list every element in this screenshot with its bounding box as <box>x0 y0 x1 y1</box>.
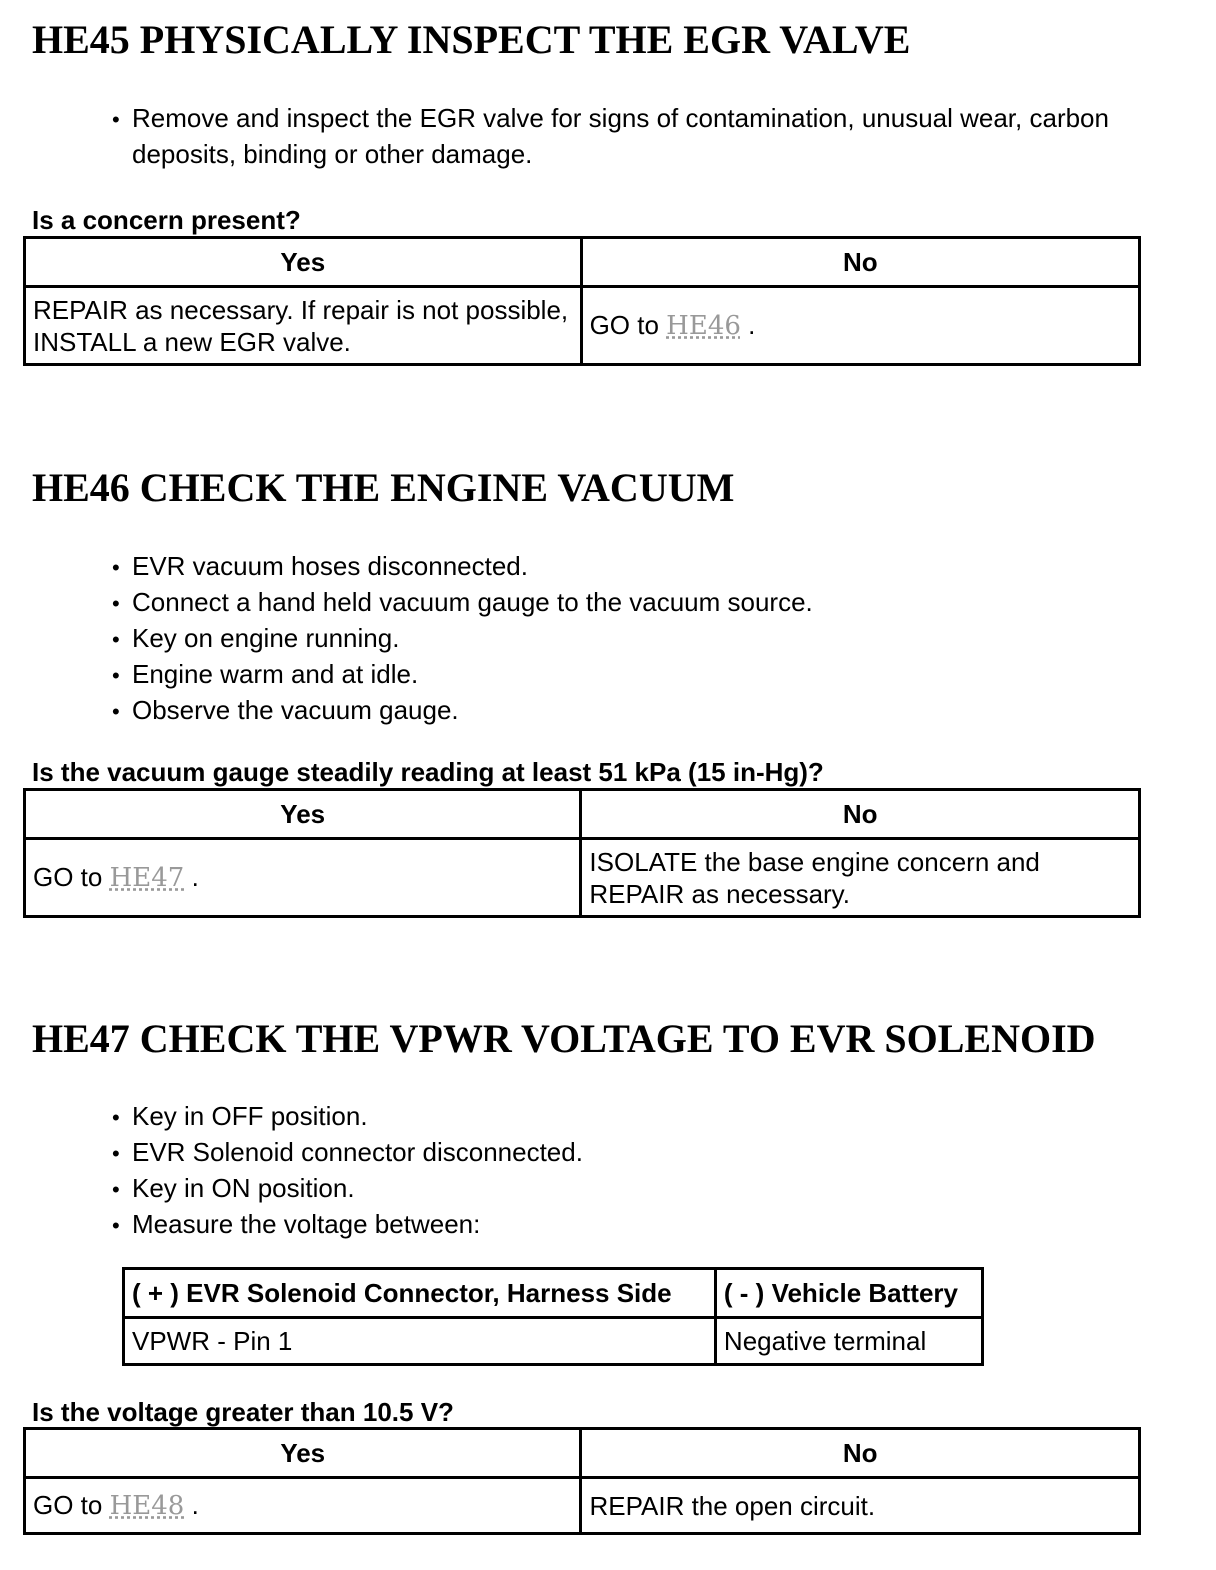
no-header: No <box>581 238 1139 287</box>
bullet-list-he45 <box>112 101 1192 171</box>
yes-cell: REPAIR as necessary. If repair is not possible, INSTALL a new EGR valve. <box>25 287 582 365</box>
measurement-negative-header: ( - ) Vehicle Battery <box>715 1269 982 1318</box>
bullet-item: • Engine warm and at idle. <box>112 657 1112 693</box>
bullet-item: • Observe the vacuum gauge. <box>112 693 1112 729</box>
bullet-item: • EVR Solenoid connector disconnected. <box>112 1135 1012 1171</box>
link-he47[interactable]: HE47 <box>109 863 185 893</box>
go-to-label: GO to <box>33 862 103 892</box>
link-he48[interactable]: HE48 <box>109 1491 185 1521</box>
go-to-label: GO to <box>33 1490 103 1520</box>
section-heading-he45: HE45 PHYSICALLY INSPECT THE EGR VALVE <box>32 17 911 62</box>
no-cell: REPAIR the open circuit. <box>581 1478 1140 1534</box>
bullet-item: • EVR vacuum hoses disconnected. <box>112 549 1112 585</box>
no-cell <box>581 287 1139 365</box>
question-he47: Is the voltage greater than 10.5 V? <box>32 1397 454 1427</box>
punctuation: . <box>191 1490 199 1520</box>
punctuation: . <box>748 310 756 340</box>
no-header: No <box>581 790 1140 839</box>
question-he46: Is the vacuum gauge steadily reading at least 51 kPa (15 in-Hg)? <box>32 757 824 787</box>
no-header: No <box>581 1429 1140 1478</box>
link-he46[interactable]: HE46 <box>666 311 741 341</box>
bullet-item: • Measure the voltage between: <box>112 1207 1012 1243</box>
bullet-item: • Key in OFF position. <box>112 1099 1012 1135</box>
yes-header: Yes <box>25 238 582 287</box>
go-to-label: GO to <box>589 310 659 340</box>
yes-no-table-he47 <box>23 1427 1141 1535</box>
section-heading-he47: HE47 CHECK THE VPWR VOLTAGE TO EVR SOLENOID <box>32 1016 1096 1061</box>
measurement-negative-value: Negative terminal <box>715 1318 982 1365</box>
yes-cell <box>25 839 581 917</box>
yes-header: Yes <box>25 790 581 839</box>
yes-cell <box>25 1478 581 1534</box>
measurement-table-he47 <box>122 1267 984 1366</box>
bullet-item: • Key in ON position. <box>112 1171 1012 1207</box>
no-cell: ISOLATE the base engine concern and REPAIR as necessary. <box>581 839 1140 917</box>
punctuation: . <box>191 862 199 892</box>
bullet-list-he47 <box>112 1099 1012 1243</box>
question-he45: Is a concern present? <box>32 205 301 235</box>
bullet-list-he46 <box>112 549 1112 729</box>
bullet-item: • Key on engine running. <box>112 621 1112 657</box>
yes-header: Yes <box>25 1429 581 1478</box>
section-heading-he46: HE46 CHECK THE ENGINE VACUUM <box>32 465 735 510</box>
bullet-item: • Connect a hand held vacuum gauge to the vacuum source. <box>112 585 1112 621</box>
yes-no-table-he45 <box>23 236 1141 366</box>
measurement-positive-value: VPWR - Pin 1 <box>124 1318 716 1365</box>
measurement-positive-header: ( + ) EVR Solenoid Connector, Harness Side <box>124 1269 716 1318</box>
bullet-item: • Remove and inspect the EGR valve for signs of contamination, unusual wear, carbon deposits, binding or other damage. <box>112 101 1192 171</box>
yes-no-table-he46 <box>23 788 1141 918</box>
